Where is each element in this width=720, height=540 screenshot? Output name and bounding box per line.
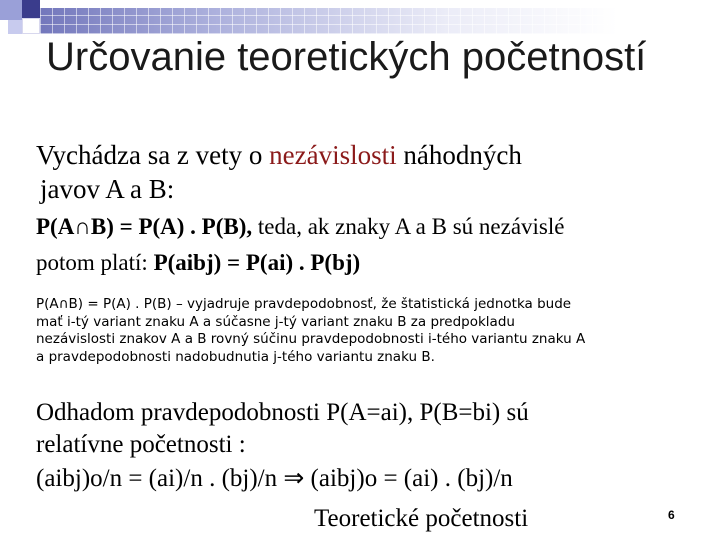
note-line: a pravdepodobnosti nadobudnutia j-tého variantu znaku B.	[36, 348, 435, 365]
formula-line-2	[36, 248, 360, 278]
slide-title: Určovanie teoretických početností	[46, 35, 647, 79]
intro-text-a: Vychádza sa z vety o	[36, 140, 270, 170]
note-line: mať i-tý variant znaku A a súčasne j-tý variant znaku B za predpokladu	[36, 313, 515, 330]
intro-line-1	[36, 138, 522, 172]
estimate-line-2: relatívne početnosti :	[36, 431, 246, 458]
square-2	[22, 0, 40, 18]
estimate-formula: (aibj)o/n = (ai)/n . (bj)/n ⇒ (aibj)o = (ai) . (bj)/n	[36, 465, 513, 492]
estimate-line-1: Odhadom pravdepodobnosti P(A=ai), P(B=bi) sú	[36, 399, 529, 426]
explanation-note	[36, 296, 696, 366]
header-grid-pattern	[40, 8, 720, 34]
formula-lead-text: potom platí:	[36, 250, 154, 275]
note-line: P(A∩B) = P(A) . P(B) – vyjadruje pravdepodobnosť, že štatistická jednotka bude	[36, 296, 572, 312]
intro-emphasis: nezávislosti	[269, 140, 397, 170]
formula-intersection: P(A∩B) = P(A) . P(B),	[36, 214, 253, 239]
formula-line-1	[36, 212, 564, 242]
square-4	[22, 18, 40, 34]
theoretical-frequencies-label: Teoretické početnosti	[314, 505, 529, 532]
square-1	[0, 0, 22, 20]
square-3	[8, 20, 22, 34]
formula-condition-text: teda, ak znaky A a B sú nezávislé	[252, 214, 565, 239]
intro-line-2: javov A a B:	[40, 174, 175, 204]
slide-number: 6	[668, 508, 675, 522]
formula-product: P(aibj) = P(ai) . P(bj)	[153, 250, 361, 275]
note-line: nezávislosti znakov A a B rovný súčinu pravdepodobnosti i-tého variantu znaku A	[36, 331, 586, 347]
intro-text-b: náhodných	[396, 140, 522, 170]
